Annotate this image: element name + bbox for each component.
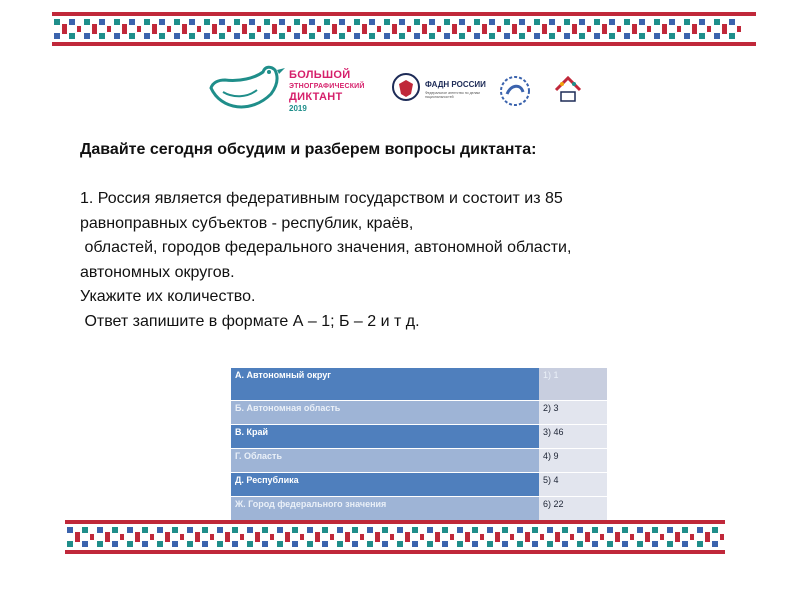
subject-type-cell: Б. Автономная область: [231, 400, 539, 424]
count-cell: 6) 22: [539, 496, 607, 520]
table-row: [231, 496, 607, 520]
table-row: [231, 472, 607, 496]
fadn-subtitle: Федеральное агентство по делам национальностей: [425, 91, 480, 99]
question-line: 1. Россия является федеративным государством и состоит из 85: [80, 190, 563, 207]
dictant-year: 2019: [289, 104, 307, 113]
count-cell: 2) 3: [539, 400, 607, 424]
question-line: равноправных субъектов - республик, краёв,: [80, 214, 414, 232]
question-text-block: [80, 138, 720, 334]
dove-logo-icon: [205, 58, 287, 118]
page-heading: Давайте сегодня обсудим и разберем вопросы диктанта:: [80, 141, 537, 158]
question-line: областей, городов федерального значения, автономной области,: [80, 239, 572, 256]
house-emblem-icon: [550, 72, 586, 108]
dictant-line1: БОЛЬШОЙ: [289, 69, 351, 81]
question-line: Укажите их количество.: [80, 288, 256, 305]
subject-type-cell: Ж. Город федерального значения: [231, 496, 539, 520]
table-row: [231, 424, 607, 448]
subject-type-cell: В. Край: [231, 424, 539, 448]
table-row: [231, 448, 607, 472]
question-line: Ответ запишите в формате А – 1; Б – 2 и т д.: [80, 312, 420, 330]
count-cell: 1) 1: [539, 368, 607, 400]
ornament-border-bottom: [65, 520, 725, 554]
count-cell: 3) 46: [539, 424, 607, 448]
table-row: [231, 368, 607, 400]
fadn-emblem-icon: [391, 72, 421, 102]
subject-type-cell: Д. Республика: [231, 472, 539, 496]
dictant-line2: ЭТНОГРАФИЧЕСКИЙ: [289, 83, 365, 90]
dictant-line3: ДИКТАНТ: [289, 91, 343, 103]
answers-table: [231, 368, 607, 521]
dictant-logo-text: [289, 70, 365, 114]
count-cell: 5) 4: [539, 472, 607, 496]
subject-type-cell: А. Автономный округ: [231, 368, 539, 400]
table-row: [231, 400, 607, 424]
count-cell: 4) 9: [539, 448, 607, 472]
logos-row: [205, 58, 605, 118]
subject-type-cell: Г. Область: [231, 448, 539, 472]
ornament-border-top: [52, 12, 756, 46]
fadn-title: ФАДН РОССИИ: [425, 80, 486, 89]
question-line: автономных округов.: [80, 263, 235, 281]
globe-emblem-icon: [497, 74, 533, 108]
